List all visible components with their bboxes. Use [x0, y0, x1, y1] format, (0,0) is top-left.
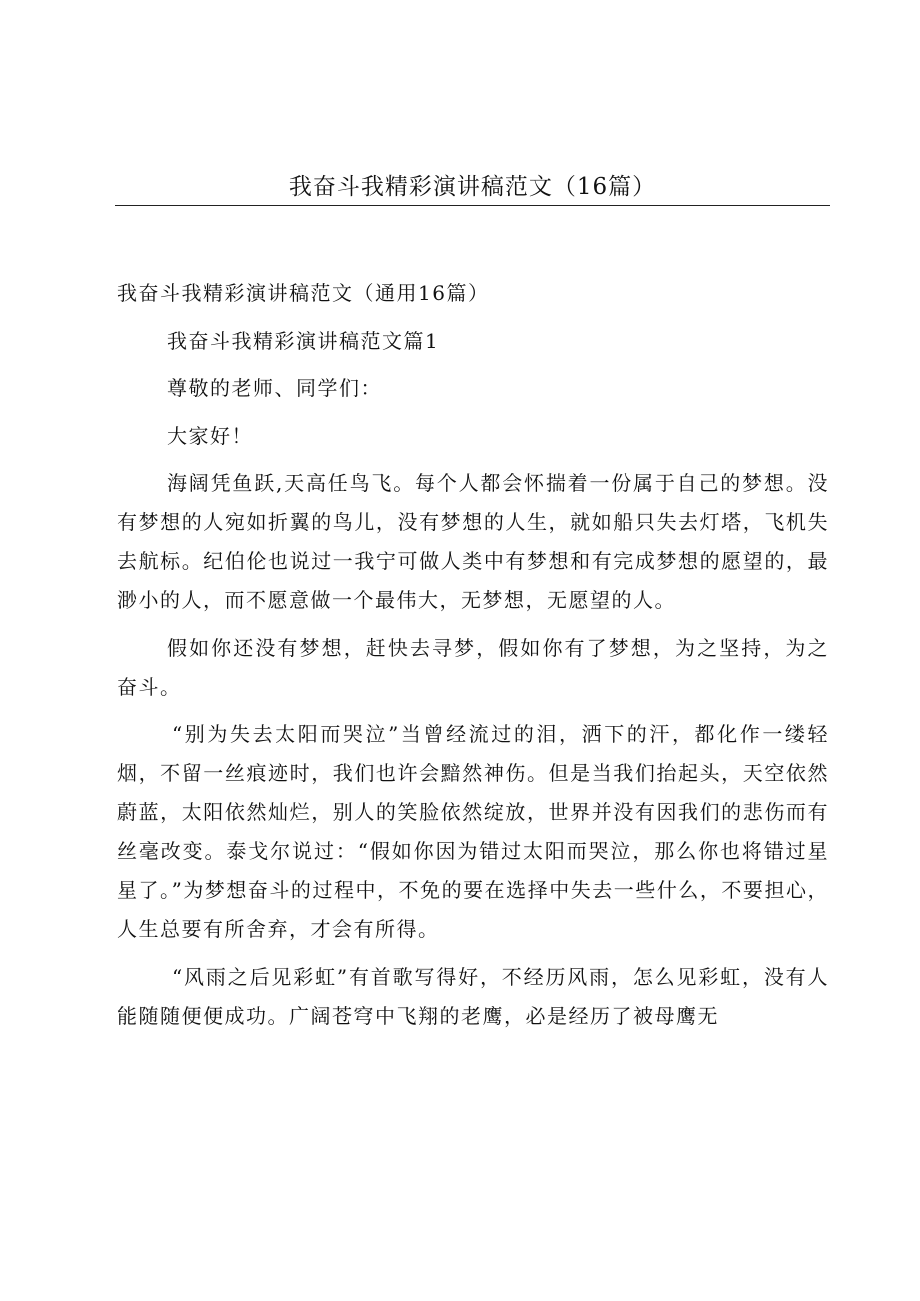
- paragraph-sun: “别为失去太阳而哭泣”当曾经流过的泪，洒下的汗，都化作一缕轻烟，不留一丝痕迹时，我们也许会黯然神伤。但是当我们抬起头，天空依然蔚蓝，太阳依然灿烂，别人的笑脸依然绽放，世界并没有因我们的悲伤而有丝毫改变。泰戈尔说过：“假如你因为错过太阳而哭泣，那么你也将错过星星了。”为梦想奋斗的过程中，不免的要在选择中失去一些什么，不要担心，人生总要有所舍弃，才会有所得。: [117, 722, 829, 941]
- salutation: 尊敬的老师、同学们：: [167, 376, 382, 400]
- section-heading: 我奋斗我精彩演讲稿范文篇1: [167, 328, 440, 353]
- document-subtitle: 我奋斗我精彩演讲稿范文（通用16篇）: [117, 281, 490, 305]
- paragraph-dream: 海阔凭鱼跃,天高任鸟飞。每个人都会怀揣着一份属于自己的梦想。没有梦想的人宛如折翼的鸟儿，没有梦想的人生，就如船只失去灯塔，飞机失去航标。纪伯伦也说过一我宁可做人类中有梦想和有完成梦想的愿望的，最渺小的人，而不愿意做一个最伟大，无梦想，无愿望的人。: [117, 471, 829, 612]
- title-underline: [115, 205, 830, 206]
- paragraph-rainbow: “风雨之后见彩虹”有首歌写得好，不经历风雨，怎么见彩虹，没有人能随随便便成功。广阔苍穹中飞翔的老鹰，必是经历了被母鹰无: [117, 964, 829, 1028]
- document-title: 我奋斗我精彩演讲稿范文（16篇）: [288, 174, 657, 200]
- document-body: [117, 274, 829, 1044]
- greeting: 大家好！: [167, 423, 253, 448]
- paragraph-pursue: 假如你还没有梦想，赶快去寻梦，假如你有了梦想，为之坚持，为之奋斗。: [117, 635, 829, 699]
